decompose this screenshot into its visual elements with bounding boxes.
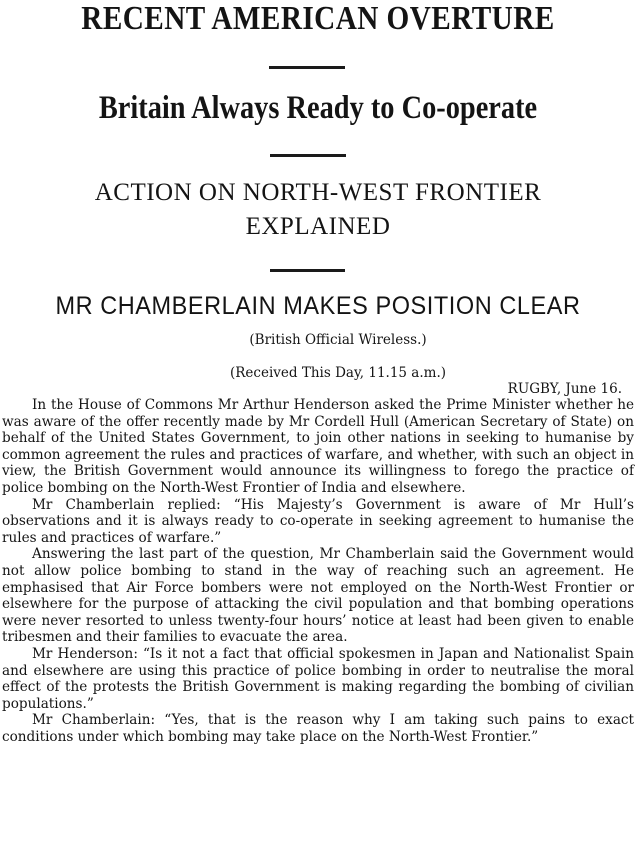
received-time: (Received This Day, 11.15 a.m.): [230, 365, 446, 381]
article-body: [2, 397, 634, 745]
headline: RECENT AMERICAN OVERTURE: [81, 0, 555, 37]
crosshead: MR CHAMBERLAIN MAKES POSITION CLEAR: [55, 292, 581, 320]
dateline: RUGBY, June 16.: [507, 381, 622, 397]
wire-credit: (British Official Wireless.): [249, 332, 427, 348]
deck-line-2: EXPLAINED: [245, 213, 391, 240]
paragraph-2: Mr Chamberlain replied: “His Majesty’s Government is aware of Mr Hull’s observations and it is always ready to co-operate in seeking agreement to humanise the rules and practices of warfare.”: [2, 496, 634, 546]
headline-divider-3: [270, 269, 345, 272]
headline-divider-1: [269, 66, 345, 69]
deck: [0, 176, 636, 244]
paragraph-1: In the House of Commons Mr Arthur Henderson asked the Prime Minister whether he was aware of the offer recently made by Mr Cordell Hull (American Secretary of State) on behalf of the United States Government, to join other nations in seeking to humanise by common agreement the rules and practices of warfare, and whether, with such an object in view, the British Government would announce its willingness to forego the practice of police bombing on the North-West Frontier of India and elsewhere.: [2, 397, 634, 496]
paragraph-5: Mr Chamberlain: “Yes, that is the reason why I am taking such pains to exact conditions under which bombing may take place on the North-West Frontier.”: [2, 712, 634, 745]
deck-line-1: ACTION ON NORTH-WEST FRONTIER: [94, 179, 542, 206]
paragraph-4: Mr Henderson: “Is it not a fact that official spokesmen in Japan and Nationalist Spain and elsewhere are using this practice of police bombing in order to neutralise the moral effect of the protests the British Government is making regarding the bombing of civilian populations.”: [2, 645, 634, 712]
subheadline: Britain Always Ready to Co-operate: [98, 90, 538, 126]
paragraph-3: Answering the last part of the question, Mr Chamberlain said the Government would not allow police bombing to stand in the way of reaching such an agreement. He emphasised that Air Force bombers were not employed on the North-West Frontier or elsewhere for the purpose of attacking the civil population and that bombing operations were never resorted to unless twenty-four hours’ notice at least had been given to enable tribesmen and their families to evacuate the area.: [2, 546, 634, 646]
headline-divider-2: [270, 154, 346, 157]
